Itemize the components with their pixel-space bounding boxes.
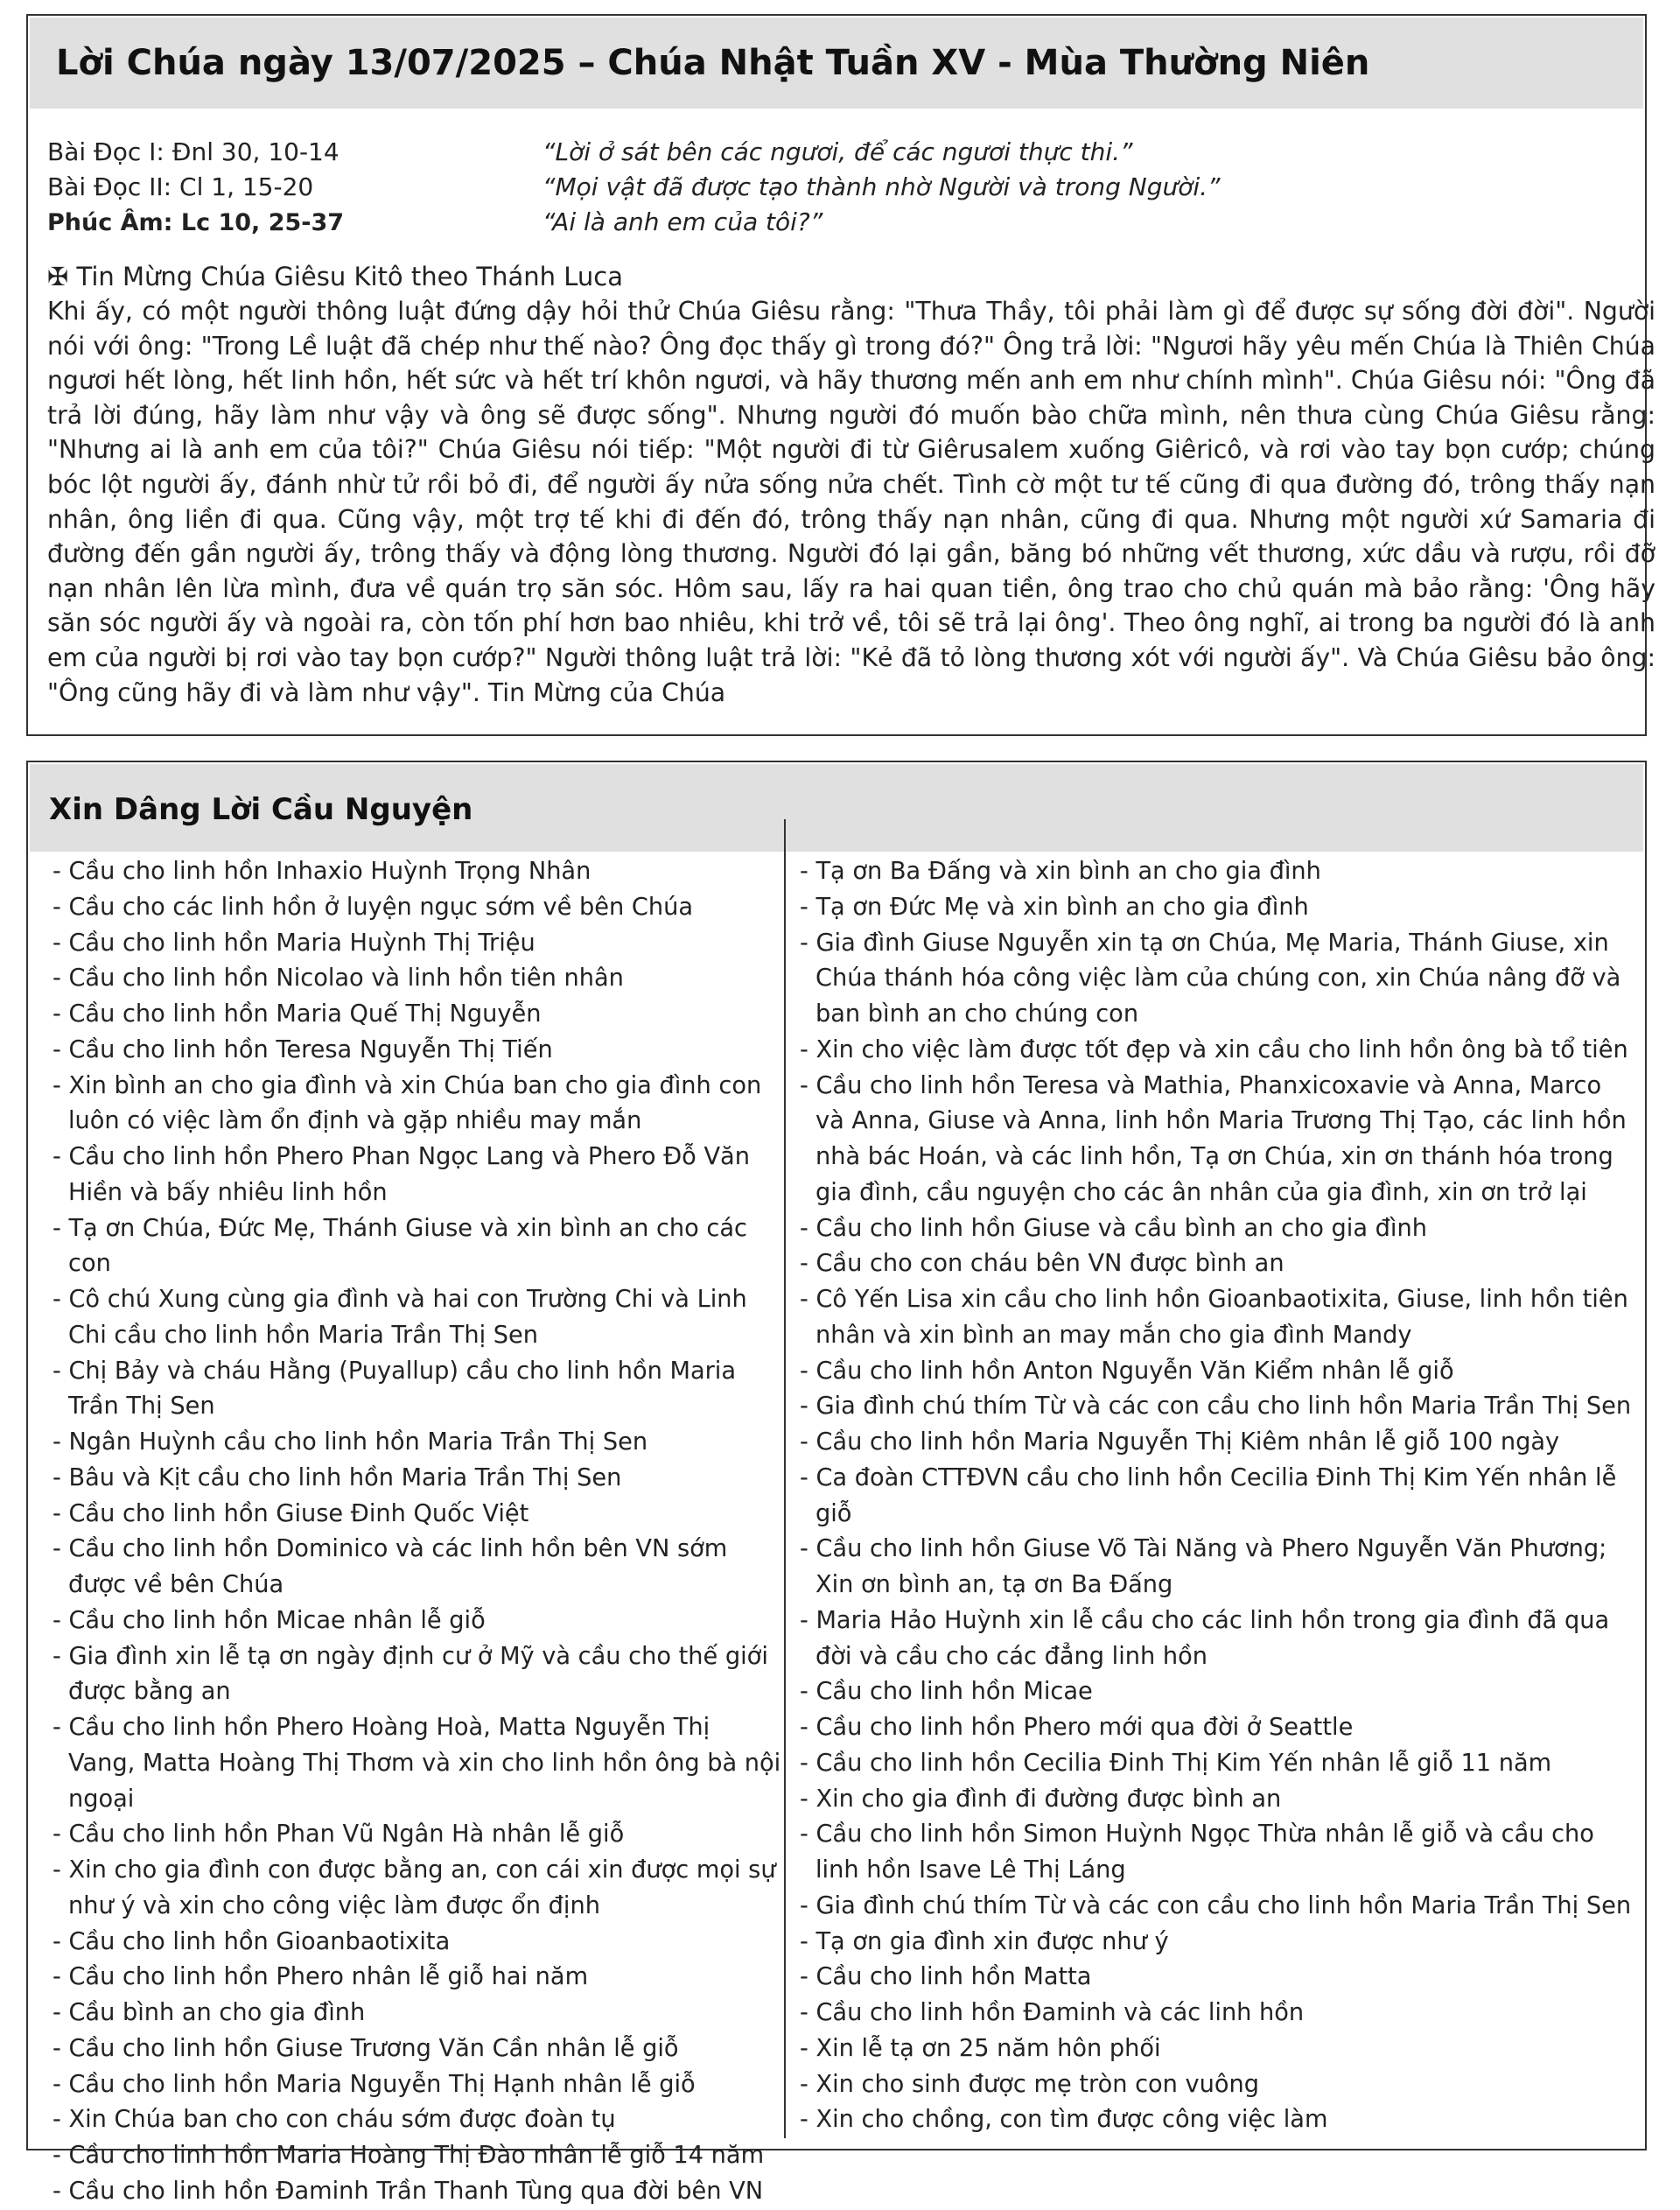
second-reading bbox=[47, 170, 1221, 205]
prayer-item: - Cầu cho linh hồn Giuse và cầu bình an cho gia đình bbox=[800, 1214, 1427, 1242]
second-reading-quote: “Mọi vật đã được tạo thành nhờ Người và trong Người.” bbox=[542, 172, 1221, 201]
prayer-item: - Tạ ơn gia đình xin được như ý bbox=[800, 1927, 1169, 1955]
prayer-item: - Cầu cho linh hồn Maria Nguyễn Thị Kiêm nhân lễ giỗ 100 ngày bbox=[800, 1428, 1560, 1456]
prayer-item: - Cầu cho linh hồn Teresa Nguyễn Thị Tiến bbox=[52, 1035, 553, 1063]
gospel-quote: “Ai là anh em của tôi?” bbox=[542, 207, 823, 236]
second-reading-citation: Bài Đọc II: Cl 1, 15-20 bbox=[47, 172, 314, 201]
prayer-item: - Chị Bảy và cháu Hằng (Puyallup) cầu cho linh hồn Maria Trần Thị Sen bbox=[52, 1357, 736, 1421]
prayer-item: - Ngân Huỳnh cầu cho linh hồn Maria Trần Thị Sen bbox=[52, 1428, 648, 1456]
prayer-item: - Xin Chúa ban cho con cháu sớm được đoàn tụ bbox=[52, 2106, 616, 2134]
prayer-item: - Cầu cho linh hồn Dominico và các linh hồn bên VN sớm được về bên Chúa bbox=[52, 1535, 728, 1598]
prayer-item: - Tạ ơn Đức Mẹ và xin bình an cho gia đình bbox=[800, 893, 1309, 921]
prayer-item: - Xin lễ tạ ơn 25 năm hôn phối bbox=[800, 2034, 1161, 2062]
prayer-item: - Cầu cho linh hồn Maria Huỳnh Thị Triệu bbox=[52, 929, 536, 957]
prayer-item: - Gia đình chú thím Từ và các con cầu cho linh hồn Maria Trần Thị Sen bbox=[800, 1891, 1632, 1919]
prayer-item: - Cầu cho linh hồn Cecilia Đinh Thị Kim Yến nhân lễ giỗ 11 năm bbox=[800, 1749, 1552, 1777]
prayer-item: - Cầu cho linh hồn Maria Nguyễn Thị Hạnh nhân lễ giỗ bbox=[52, 2070, 696, 2098]
prayer-item: - Cầu cho linh hồn Phero Hoàng Hoà, Matta Nguyễn Thị Vang, Matta Hoàng Thị Thơm và xin cho linh hồn ông bà nội ngoại bbox=[52, 1714, 781, 1813]
prayer-item: - Maria Hảo Huỳnh xin lễ cầu cho các linh hồn trong gia đình đã qua đời và cầu cho các đẳng linh hồn bbox=[800, 1606, 1610, 1670]
prayer-item: - Gia đình chú thím Từ và các con cầu cho linh hồn Maria Trần Thị Sen bbox=[800, 1393, 1632, 1421]
prayer-item: - Tạ ơn Ba Đấng và xin bình an cho gia đình bbox=[800, 858, 1321, 885]
prayer-item: - Cầu cho linh hồn Gioanbaotixita bbox=[52, 1927, 451, 1955]
column-divider bbox=[784, 819, 786, 2138]
prayer-item: - Cầu cho linh hồn Micae nhân lễ giỗ bbox=[52, 1606, 486, 1634]
prayer-item: - Cầu cho linh hồn Maria Hoàng Thị Đào nhân lễ giỗ 14 năm bbox=[52, 2142, 765, 2169]
prayer-item: - Cô Yến Lisa xin cầu cho linh hồn Gioanbaotixita, Giuse, linh hồn tiên nhân và xin bình an may mắn cho gia đình Mandy bbox=[800, 1286, 1628, 1349]
prayer-list-right bbox=[794, 854, 1634, 2138]
gospel-citation: Phúc Âm: Lc 10, 25-37 bbox=[47, 209, 345, 236]
prayer-item: - Cầu cho linh hồn Nicolao và linh hồn tiên nhân bbox=[52, 965, 624, 993]
prayer-item: - Gia đình xin lễ tạ ơn ngày định cư ở Mỹ và cầu cho thế giới được bằng an bbox=[52, 1642, 768, 1706]
prayer-item: - Cầu cho linh hồn Inhaxio Huỳnh Trọng Nhân bbox=[52, 858, 592, 885]
prayer-intentions-title: Xin Dâng Lời Cầu Nguyện bbox=[30, 764, 1643, 852]
prayer-item: - Cầu cho linh hồn Maria Quế Thị Nguyễn bbox=[52, 1000, 542, 1028]
first-reading-quote: “Lời ở sát bên các ngươi, để các ngươi thực thi.” bbox=[542, 137, 1133, 166]
prayer-item: - Gia đình Giuse Nguyễn xin tạ ơn Chúa, Mẹ Maria, Thánh Giuse, xin Chúa thánh hóa công việc làm của chúng con, xin Chúa nâng đỡ và ban bình an cho chúng con bbox=[800, 929, 1621, 1028]
readings-section bbox=[26, 14, 1656, 736]
first-reading bbox=[47, 135, 1221, 170]
prayer-item: - Cầu cho linh hồn Đaminh và các linh hồn bbox=[800, 1999, 1305, 2026]
gospel-intro: ✠ Tin Mừng Chúa Giêsu Kitô theo Thánh Luca bbox=[47, 262, 624, 291]
prayer-item: - Cầu cho linh hồn Giuse Võ Tài Năng và Phero Nguyễn Văn Phương; Xin ơn bình an, tạ ơn Ba Đấng bbox=[800, 1535, 1607, 1598]
prayer-item: - Tạ ơn Chúa, Đức Mẹ, Thánh Giuse và xin bình an cho các con bbox=[52, 1214, 747, 1278]
prayer-list-left bbox=[47, 854, 784, 2210]
prayer-item: - Cầu cho linh hồn Simon Huỳnh Ngọc Thừa nhân lễ giỗ và cầu cho linh hồn Isave Lê Thị Láng bbox=[800, 1821, 1594, 1884]
prayer-intentions-section bbox=[26, 761, 1647, 2205]
prayer-item: - Xin cho việc làm được tốt đẹp và xin cầu cho linh hồn ông bà tổ tiên bbox=[800, 1035, 1628, 1063]
gospel-reading bbox=[47, 205, 1221, 240]
prayer-item: - Xin bình an cho gia đình và xin Chúa ban cho gia đình con luôn có việc làm ổn định và gặp nhiều may mắn bbox=[52, 1071, 762, 1135]
prayer-item: - Cầu cho linh hồn Teresa và Mathia, Phanxicoxavie và Anna, Marco và Anna, Giuse và Anna, linh hồn Maria Trương Thị Tạo, các linh hồn nhà bác Hoán, và các linh hồn, Tạ ơn Chúa, xin ơn thánh hóa trong gia đình, cầu nguyện cho các ân nhân của gia đình, xin ơn trở lại bbox=[800, 1071, 1627, 1206]
prayer-item: - Cầu cho linh hồn Phero mới qua đời ở Seattle bbox=[800, 1714, 1354, 1741]
prayer-item: - Cầu cho linh hồn Micae bbox=[800, 1678, 1093, 1706]
prayer-item: - Cầu cho linh hồn Giuse Đinh Quốc Việt bbox=[52, 1499, 529, 1527]
prayer-item: - Cô chú Xung cùng gia đình và hai con Trường Chi và Linh Chi cầu cho linh hồn Maria Trần Thị Sen bbox=[52, 1286, 747, 1349]
readings-title: Lời Chúa ngày 13/07/2025 – Chúa Nhật Tuần XV - Mùa Thường Niên bbox=[30, 18, 1643, 109]
prayer-item: - Ca đoàn CTTĐVN cầu cho linh hồn Cecilia Đinh Thị Kim Yến nhân lễ giỗ bbox=[800, 1463, 1617, 1527]
prayer-item: - Cầu cho linh hồn Phan Vũ Ngân Hà nhân lễ giỗ bbox=[52, 1821, 625, 1849]
prayer-item: - Cầu cho linh hồn Phero nhân lễ giỗ hai năm bbox=[52, 1963, 589, 1991]
prayer-item: - Cầu cho linh hồn Matta bbox=[800, 1963, 1092, 1991]
prayer-item: - Cầu bình an cho gia đình bbox=[52, 1999, 366, 2026]
prayer-item: - Cầu cho con cháu bên VN được bình an bbox=[800, 1250, 1284, 1278]
first-reading-citation: Bài Đọc I: Đnl 30, 10-14 bbox=[47, 137, 340, 166]
prayer-item: - Cầu cho linh hồn Giuse Trương Văn Cần nhân lễ giỗ bbox=[52, 2034, 679, 2062]
gospel-text: Khi ấy, có một người thông luật đứng dậy hỏi thử Chúa Giêsu rằng: "Thưa Thầy, tôi phải làm gì để được sự sống đời đời". Người nói với ông: "Trong Lề luật đã chép như thế nào? Ông đọc thấy gì trong đó?" Ông trả lời: "Ngươi hãy yêu mến Chúa là Thiên Chúa ngươi hết lòng, hết linh hồn, hết sức và hết trí khôn ngươi, và hãy thương mến anh em như chính mình". Chúa Giêsu nói: "Ông đã trả lời đúng, hãy làm như vậy và ông sẽ được sống". Nhưng người đó muốn bào chữa mình, nên thưa cùng Chúa Giêsu rằng: "Nhưng ai là anh em của tôi?" Chúa Giêsu nói tiếp: "Một người đi từ Giêrusalem xuống Giêricô, và rơi vào tay bọn cướp; chúng bóc lột người ấy, đánh nhừ tử rồi bỏ đi, để người ấy nửa sống nửa chết. Tình cờ một tư tế cũng đi qua đường đó, trông thấy nạn nhân, ông liền đi qua. Cũng vậy, một trợ tế khi đi đến đó, trông thấy nạn nhân, cũng đi qua. Nhưng một người xứ Samaria đi đường đến gần người ấy, trông thấy và động lòng thương. Người đó lại gần, băng bó những vết thương, xức dầu và rượu, rồi đỡ nạn nhân lên lừa mình, đưa về quán trọ săn sóc. Hôm sau, lấy ra hai quan tiền, ông trao cho chủ quán mà bảo rằng: 'Ông hãy săn sóc người ấy và ngoài ra, còn tốn phí hơn bao nhiêu, khi trở về, tôi sẽ trả lại ông'. Theo ông nghĩ, ai trong ba người đó là anh em của người bị rơi vào tay bọn cướp?" Người thông luật trả lời: "Kẻ đã tỏ lòng thương xót với người ấy". Và Chúa Giêsu bảo ông: "Ông cũng hãy đi và làm như vậy". Tin Mừng của Chúa bbox=[47, 297, 1656, 707]
prayer-item: - Xin cho chồng, con tìm được công việc làm bbox=[800, 2106, 1328, 2134]
prayer-item: - Xin cho gia đình đi đường được bình an bbox=[800, 1785, 1282, 1813]
prayer-item: - Cầu cho linh hồn Phero Phan Ngọc Lang và Phero Đỗ Văn Hiền và bấy nhiêu linh hồn bbox=[52, 1143, 750, 1206]
prayer-item: - Cầu cho linh hồn Đaminh Trần Thanh Tùng qua đời bên VN bbox=[52, 2177, 764, 2205]
prayer-item: - Cầu cho linh hồn Anton Nguyễn Văn Kiểm nhân lễ giỗ bbox=[800, 1357, 1454, 1385]
prayer-item: - Cầu cho các linh hồn ở luyện ngục sớm về bên Chúa bbox=[52, 893, 693, 921]
prayer-item: - Xin cho sinh được mẹ tròn con vuông bbox=[800, 2070, 1259, 2098]
prayer-item: - Xin cho gia đình con được bằng an, con cái xin được mọi sự như ý và xin cho công việc làm được ổn định bbox=[52, 1856, 776, 1919]
prayer-item: - Bâu và Kịt cầu cho linh hồn Maria Trần Thị Sen bbox=[52, 1463, 622, 1491]
reading-references bbox=[47, 135, 1221, 240]
